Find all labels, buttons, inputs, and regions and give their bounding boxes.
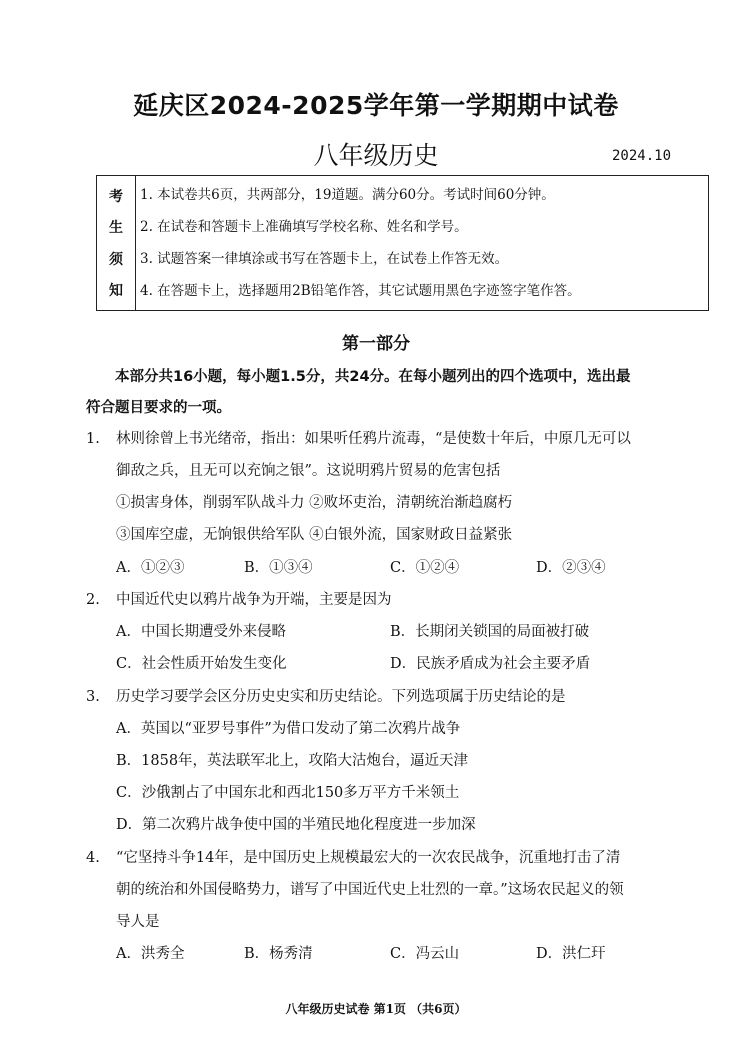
question-text: 御敌之兵，且无可以充饷之银”。这说明鸦片贸易的危害包括 xyxy=(116,463,501,479)
option-a[interactable]: A．中国长期遭受外来侵略 xyxy=(116,624,286,640)
notice-item: 4. 在答题卡上，选择题用2B铅笔作答，其它试题用黑色字迹签字笔作答。 xyxy=(140,283,581,299)
question-statement: ③国库空虚，无饷银供给军队 ④白银外流，国家财政日益紧张 xyxy=(116,527,513,543)
question-text: 朝的统治和外国侵略势力，谱写了中国近代史上壮烈的一章。”这场农民起义的领 xyxy=(116,882,624,898)
notice-label-char: 考 xyxy=(109,188,123,205)
question-text: 中国近代史以鸦片战争为开端，主要是因为 xyxy=(116,592,392,608)
notice-label-char: 知 xyxy=(109,283,123,300)
page-footer: 八年级历史试卷 第1页 （共6页） xyxy=(285,1002,467,1016)
question-number: 4. xyxy=(86,850,100,866)
exam-date: 2024.10 xyxy=(612,148,672,164)
question-number: 1. xyxy=(86,431,100,447)
question-text: 林则徐曾上书光绪帝，指出：如果听任鸦片流毒，“是使数十年后，中原几无可以 xyxy=(116,431,631,447)
option-a[interactable]: A．英国以“亚罗号事件”为借口发动了第二次鸦片战争 xyxy=(116,721,461,737)
option-a[interactable]: A．洪秀全 xyxy=(116,946,185,962)
option-c[interactable]: C．社会性质开始发生变化 xyxy=(116,656,287,672)
option-b[interactable]: B．①③④ xyxy=(244,560,313,576)
notice-label-char: 生 xyxy=(109,220,123,237)
notice-item: 1. 本试卷共6页，共两部分，19道题。满分60分。考试时间60分钟。 xyxy=(140,187,555,203)
notice-item: 2. 在试卷和答题卡上准确填写学校名称、姓名和学号。 xyxy=(140,219,468,235)
section-intro xyxy=(86,362,676,424)
notice-item: 3. 试题答案一律填涂或书写在答题卡上，在试卷上作答无效。 xyxy=(140,251,509,267)
option-c[interactable]: C．冯云山 xyxy=(390,946,460,962)
option-d[interactable]: D．民族矛盾成为社会主要矛盾 xyxy=(390,656,591,672)
question-statement: ①损害身体，削弱军队战斗力 ②败坏吏治，清朝统治渐趋腐朽 xyxy=(116,495,513,511)
question-text: “它坚持斗争14年，是中国历史上规模最宏大的一次农民战争，沉重地打击了清 xyxy=(116,850,621,866)
option-c[interactable]: C．沙俄割占了中国东北和西北150多万平方千米领土 xyxy=(116,785,460,801)
question-number: 3. xyxy=(86,689,100,705)
option-d[interactable]: D．第二次鸦片战争使中国的半殖民地化程度进一步加深 xyxy=(116,817,476,833)
question-number: 2. xyxy=(86,592,100,608)
section-title: 第一部分 xyxy=(342,334,410,354)
section-intro-line: 符合题目要求的一项。 xyxy=(86,400,231,416)
candidate-notice-box xyxy=(96,175,709,311)
option-d[interactable]: D．洪仁玕 xyxy=(536,946,606,962)
question-text: 导人是 xyxy=(116,914,160,930)
exam-subtitle: 八年级历史 xyxy=(313,141,439,170)
option-c[interactable]: C．①②④ xyxy=(390,560,460,576)
exam-title: 延庆区2024-2025学年第一学期期中试卷 xyxy=(133,91,619,120)
option-b[interactable]: B．杨秀清 xyxy=(244,946,313,962)
option-b[interactable]: B．长期闭关锁国的局面被打破 xyxy=(390,624,590,640)
option-d[interactable]: D．②③④ xyxy=(536,560,606,576)
notice-label xyxy=(97,176,136,310)
notice-label-char: 须 xyxy=(109,251,123,268)
notice-items xyxy=(136,176,708,310)
question-text: 历史学习要学会区分历史史实和历史结论。下列选项属于历史结论的是 xyxy=(116,689,566,705)
section-intro-line: 本部分共16小题，每小题1.5分，共24分。在每小题列出的四个选项中，选出最 xyxy=(115,369,631,385)
option-b[interactable]: B．1858年，英法联军北上，攻陷大沽炮台，逼近天津 xyxy=(116,753,469,769)
option-a[interactable]: A．①②③ xyxy=(116,560,185,576)
